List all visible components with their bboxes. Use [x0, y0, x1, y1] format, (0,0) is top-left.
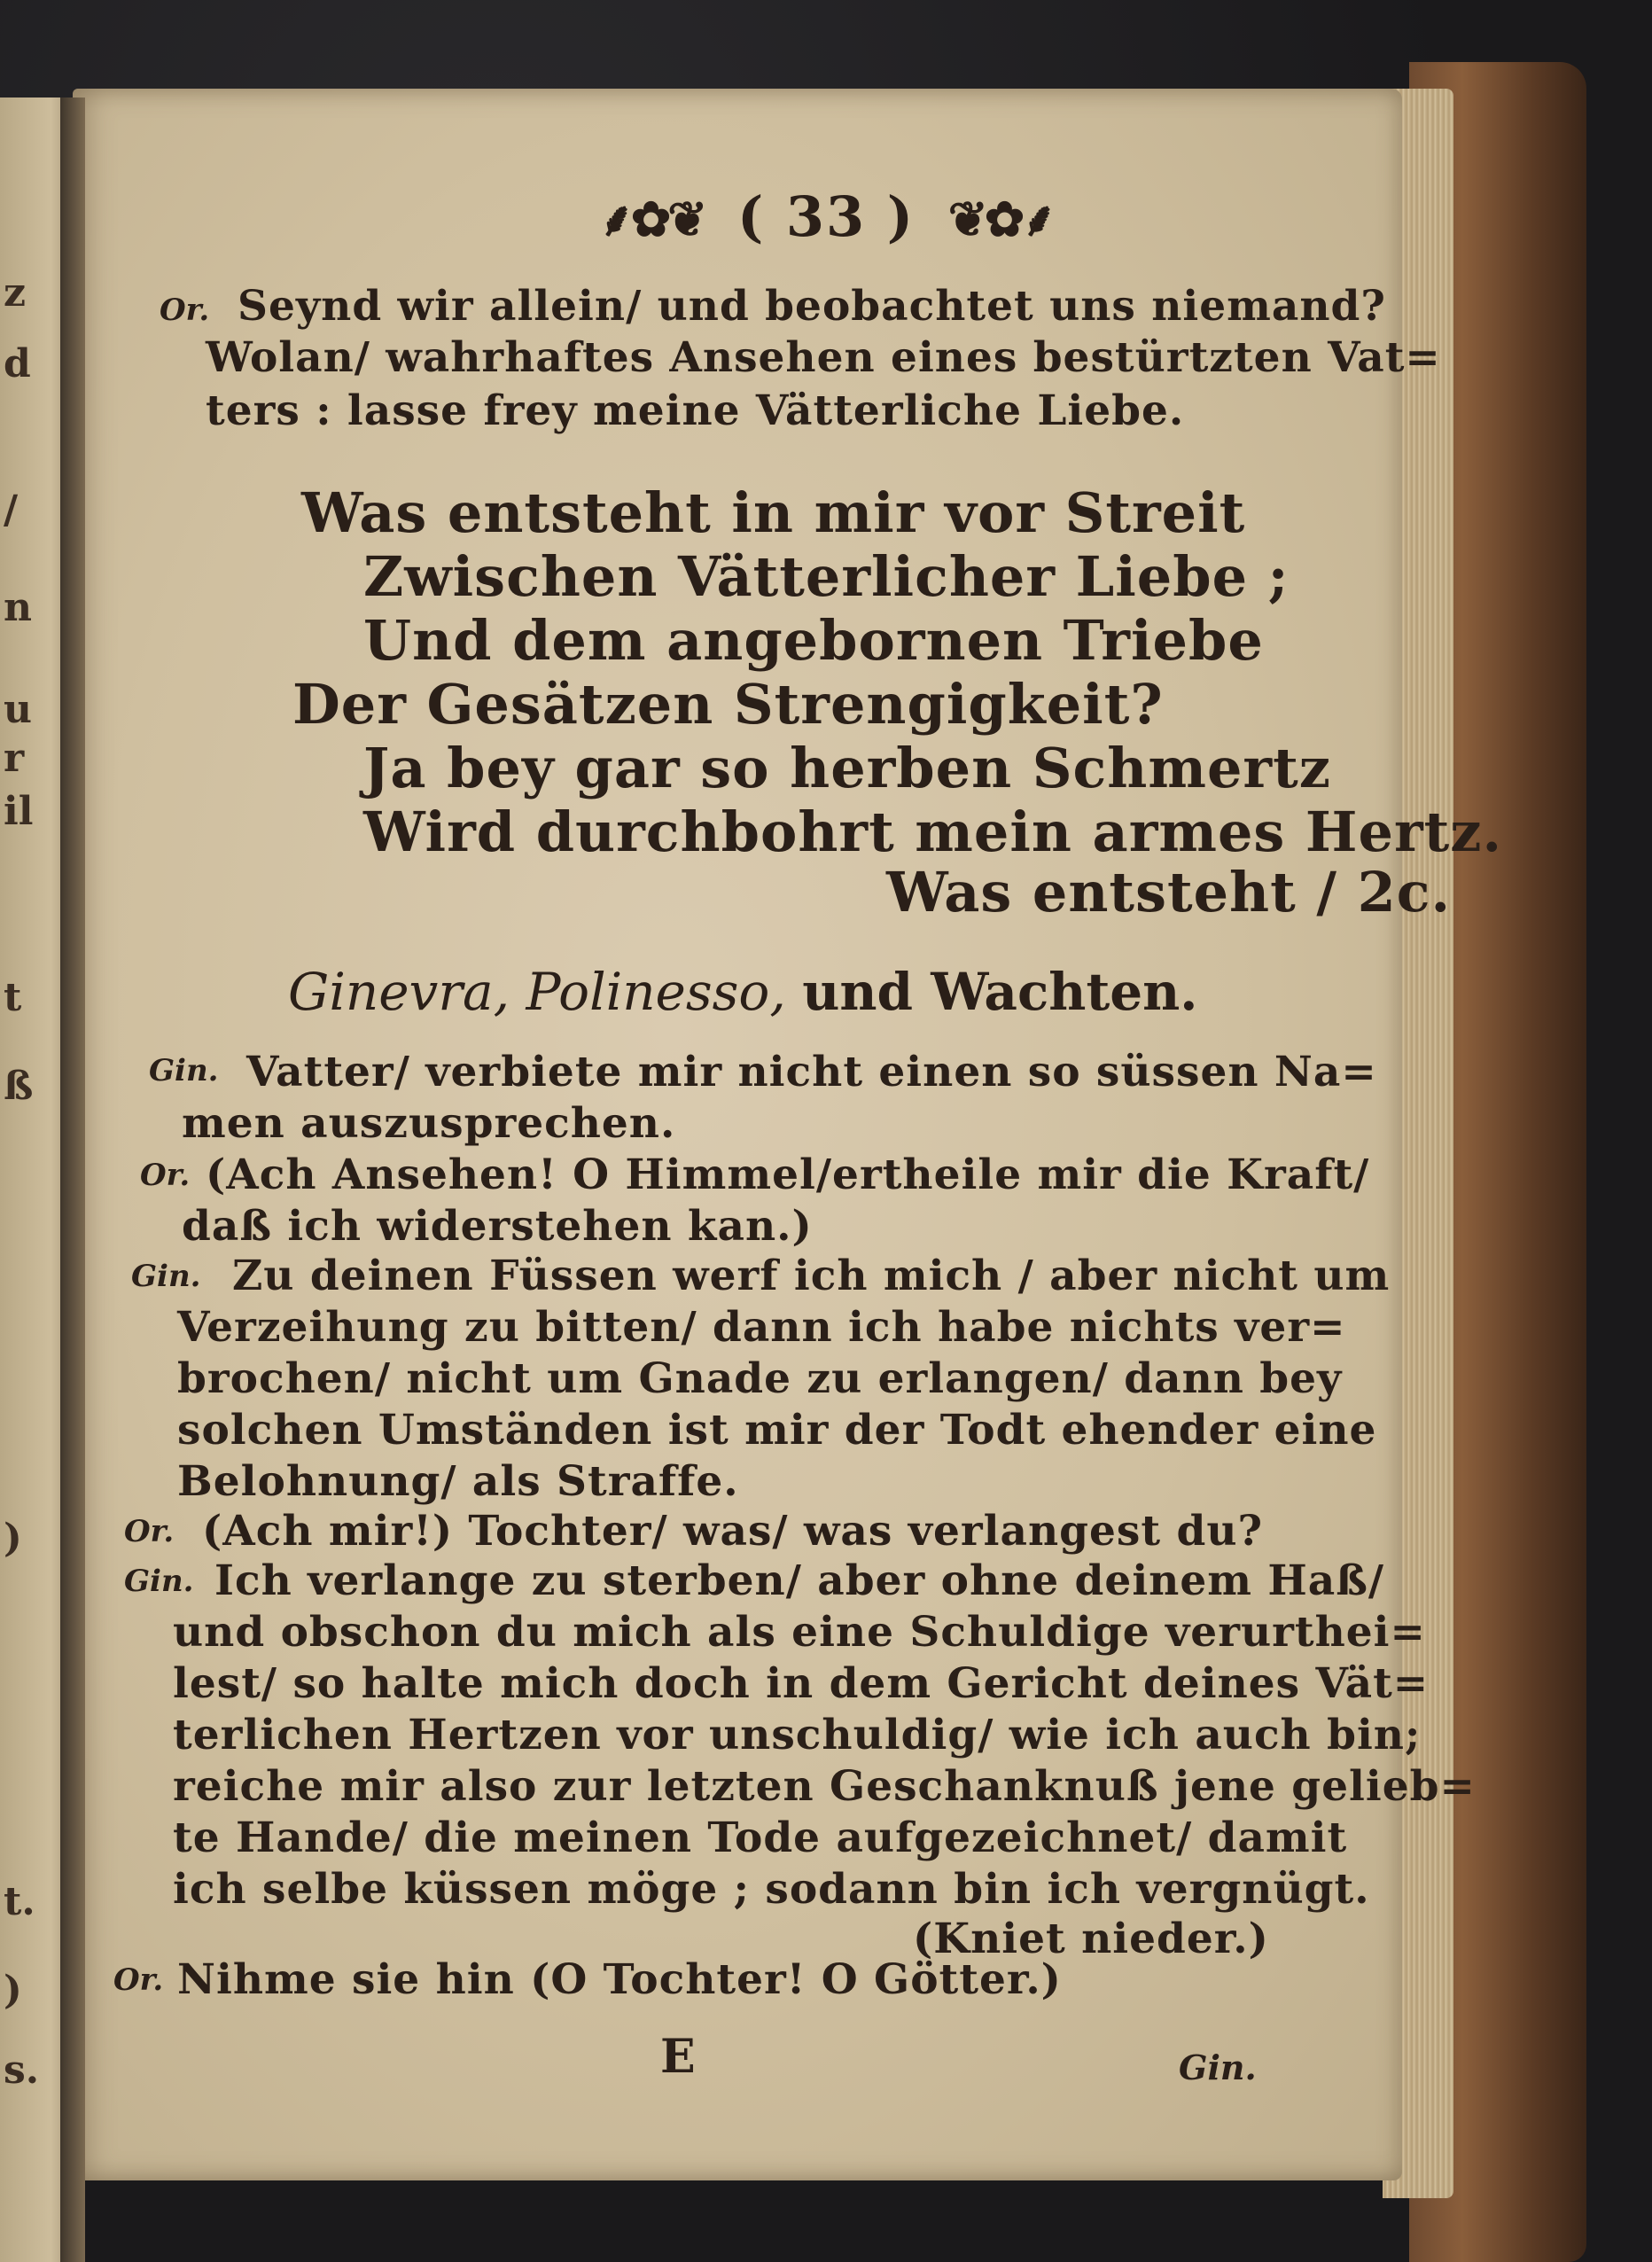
speaker-label: Gin.	[124, 1564, 194, 1599]
margin-fragment: d	[4, 341, 31, 386]
speaker-label: Or.	[113, 1962, 164, 1998]
margin-fragment: s.	[4, 2048, 40, 2093]
scene-guards: und Wachten.	[802, 962, 1198, 1022]
text-line: ters : lasse frey meine Vätterliche Liebe.	[206, 386, 1185, 435]
speaker-label: Or.	[124, 1514, 175, 1549]
margin-fragment: )	[4, 1968, 22, 2013]
scene-characters: Ginevra, Polinesso,	[288, 962, 786, 1022]
margin-fragment: ß	[4, 1064, 34, 1109]
poem-line: Zwischen Vätterlicher Liebe ;	[363, 544, 1290, 609]
margin-fragment: n	[4, 585, 32, 630]
text-line: Wolan/ wahrhaftes Ansehen eines bestürtzten Vat=	[206, 333, 1441, 382]
poem-line: Und dem angebornen Triebe	[363, 608, 1264, 673]
scene-heading	[288, 962, 1198, 1022]
speaker-label: Gin.	[131, 1259, 201, 1294]
text-line: brochen/ nicht um Gnade zu erlangen/ dann bey	[177, 1354, 1343, 1403]
text-line: terlichen Hertzen vor unschuldig/ wie ich auch bin;	[173, 1711, 1422, 1759]
text-line: Nihme sie hin (O Tochter! O Götter.)	[177, 1955, 1062, 2004]
text-line: und obschon du mich als eine Schuldige verurthei=	[173, 1608, 1426, 1657]
text-line: Zu deinen Füssen werf ich mich / aber nicht um	[232, 1252, 1391, 1300]
text-line: reiche mir also zur letzten Geschanknuß jene gelieb=	[173, 1762, 1476, 1811]
text-line: Verzeihung zu bitten/ dann ich habe nichts ver=	[177, 1303, 1346, 1352]
text-line: ich selbe küssen möge ; sodann bin ich vergnügt.	[173, 1865, 1370, 1914]
margin-fragment: )	[4, 1516, 22, 1561]
text-line: Seynd wir allein/ und beobachtet uns niemand?	[238, 282, 1386, 331]
catchword: Gin.	[1179, 2048, 1257, 2087]
text-line: (Ach mir!) Tochter/ was/ was verlangest du?	[202, 1507, 1264, 1556]
margin-fragment: r	[4, 736, 25, 781]
poem-line: Der Gesätzen Strengigkeit?	[292, 672, 1164, 737]
margin-fragment: t	[4, 975, 22, 1020]
margin-fragment: u	[4, 687, 32, 732]
gutter-shadow	[60, 98, 85, 2262]
speaker-label: Or.	[140, 1158, 191, 1193]
speaker-label: Gin.	[149, 1053, 219, 1088]
margin-fragment: /	[4, 488, 19, 533]
text-line: solchen Umständen ist mir der Todt ehender eine	[177, 1406, 1377, 1455]
speaker-label: Or.	[160, 292, 210, 328]
poem-line: Ja bey gar so herben Schmertz	[363, 736, 1331, 800]
text-line: lest/ so halte mich doch in dem Gericht deines Vät=	[173, 1659, 1430, 1708]
margin-fragment: t.	[4, 1879, 35, 1924]
text-line: daß ich widerstehen kan.)	[182, 1202, 813, 1251]
poem-line: Was entsteht in mir vor Streit	[301, 480, 1246, 545]
poem-line: Wird durchbohrt mein armes Hertz.	[363, 800, 1503, 864]
stage-direction: (Kniet nieder.)	[913, 1915, 1269, 1963]
text-line: te Hande/ die meinen Tode aufgezeichnet/ damit	[173, 1814, 1348, 1862]
ornament-left-icon: ⸙✿❦	[598, 191, 705, 247]
page-number: ( 33 )	[736, 184, 916, 249]
text-line: (Ach Ansehen! O Himmel/ertheile mir die Kraft/	[206, 1150, 1370, 1199]
margin-fragment: z	[4, 270, 26, 316]
text-line: Ich verlange zu sterben/ aber ohne deinem Haß/	[214, 1556, 1385, 1605]
text-line: men auszusprechen.	[182, 1099, 676, 1148]
margin-fragment: il	[4, 789, 34, 834]
text-line: Belohnung/ als Straffe.	[177, 1457, 739, 1506]
signature-mark: E	[660, 2030, 696, 2084]
text-line: Vatter/ verbiete mir nicht einen so süssen Na=	[246, 1048, 1377, 1096]
page-header	[0, 184, 1652, 250]
poem-refrain: Was entsteht / 2c.	[886, 860, 1452, 924]
ornament-right-icon: ❦✿⸙	[947, 191, 1054, 247]
